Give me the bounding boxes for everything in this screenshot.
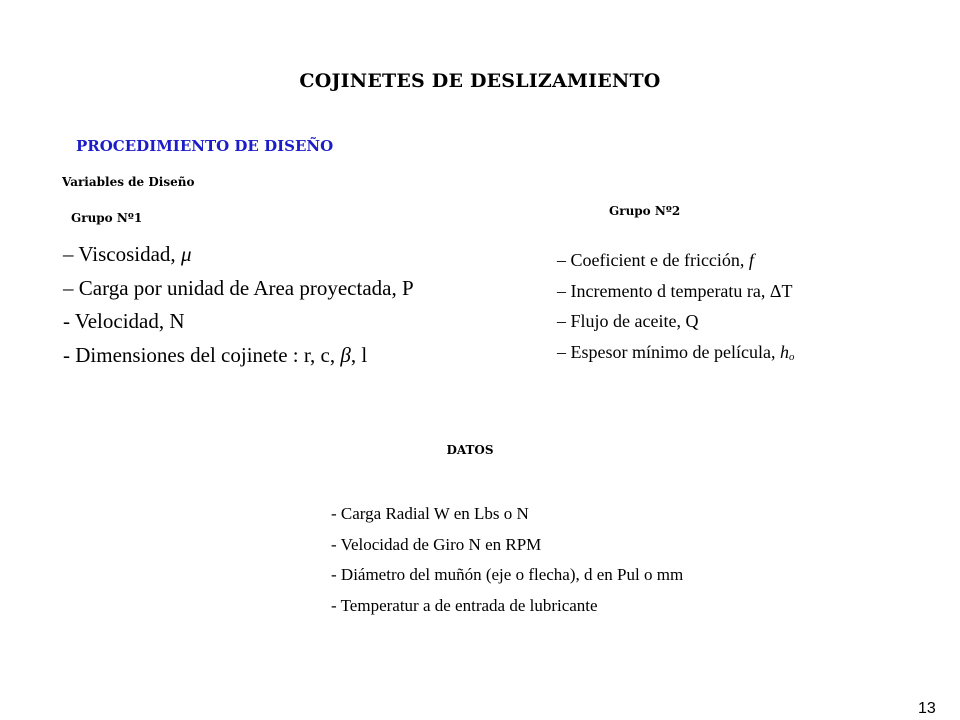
page-number: 13 — [918, 700, 936, 717]
group1-list — [63, 238, 414, 372]
group1-item: – Viscosidad, μ — [63, 242, 192, 266]
group2-item: – Flujo de aceite, Q — [557, 311, 699, 331]
group2-item: – Incremento d temperatu ra, ΔT — [557, 280, 793, 301]
datos-item: - Velocidad de Giro N en RPM — [331, 534, 542, 554]
f-symbol: f — [748, 250, 754, 270]
o-subscript: o — [788, 350, 795, 363]
variables-label: Variables de Diseño — [62, 175, 195, 189]
group2-item: – Coeficient e de fricción, f — [557, 250, 754, 270]
datos-item: - Temperatur a de entrada de lubricante — [331, 595, 598, 615]
group1-item: - Velocidad, N — [63, 309, 185, 333]
group2-label: Grupo Nº2 — [609, 204, 681, 218]
datos-list — [331, 499, 683, 621]
datos-item: - Diámetro del muñón (eje o flecha), d en Pul o mm — [331, 565, 684, 584]
group2-item: – Espesor mínimo de película, $h_o$ — [557, 341, 795, 363]
beta-symbol: β — [340, 342, 351, 367]
group2-list — [557, 245, 794, 372]
group1-item: - Dimensiones del cojinete : r, c, β, l — [63, 342, 368, 367]
h-symbol: h — [779, 341, 789, 362]
group1-label: Grupo Nº1 — [71, 211, 143, 225]
page-title: COJINETES DE DESLIZAMIENTO — [299, 70, 661, 92]
section-subtitle: PROCEDIMIENTO DE DISEÑO — [76, 137, 334, 155]
mu-symbol: μ — [180, 242, 192, 266]
group1-item: – Carga por unidad de Area proyectada, P — [63, 275, 414, 300]
datos-item: - Carga Radial W en Lbs o N — [331, 504, 529, 523]
datos-heading: DATOS — [446, 443, 494, 457]
